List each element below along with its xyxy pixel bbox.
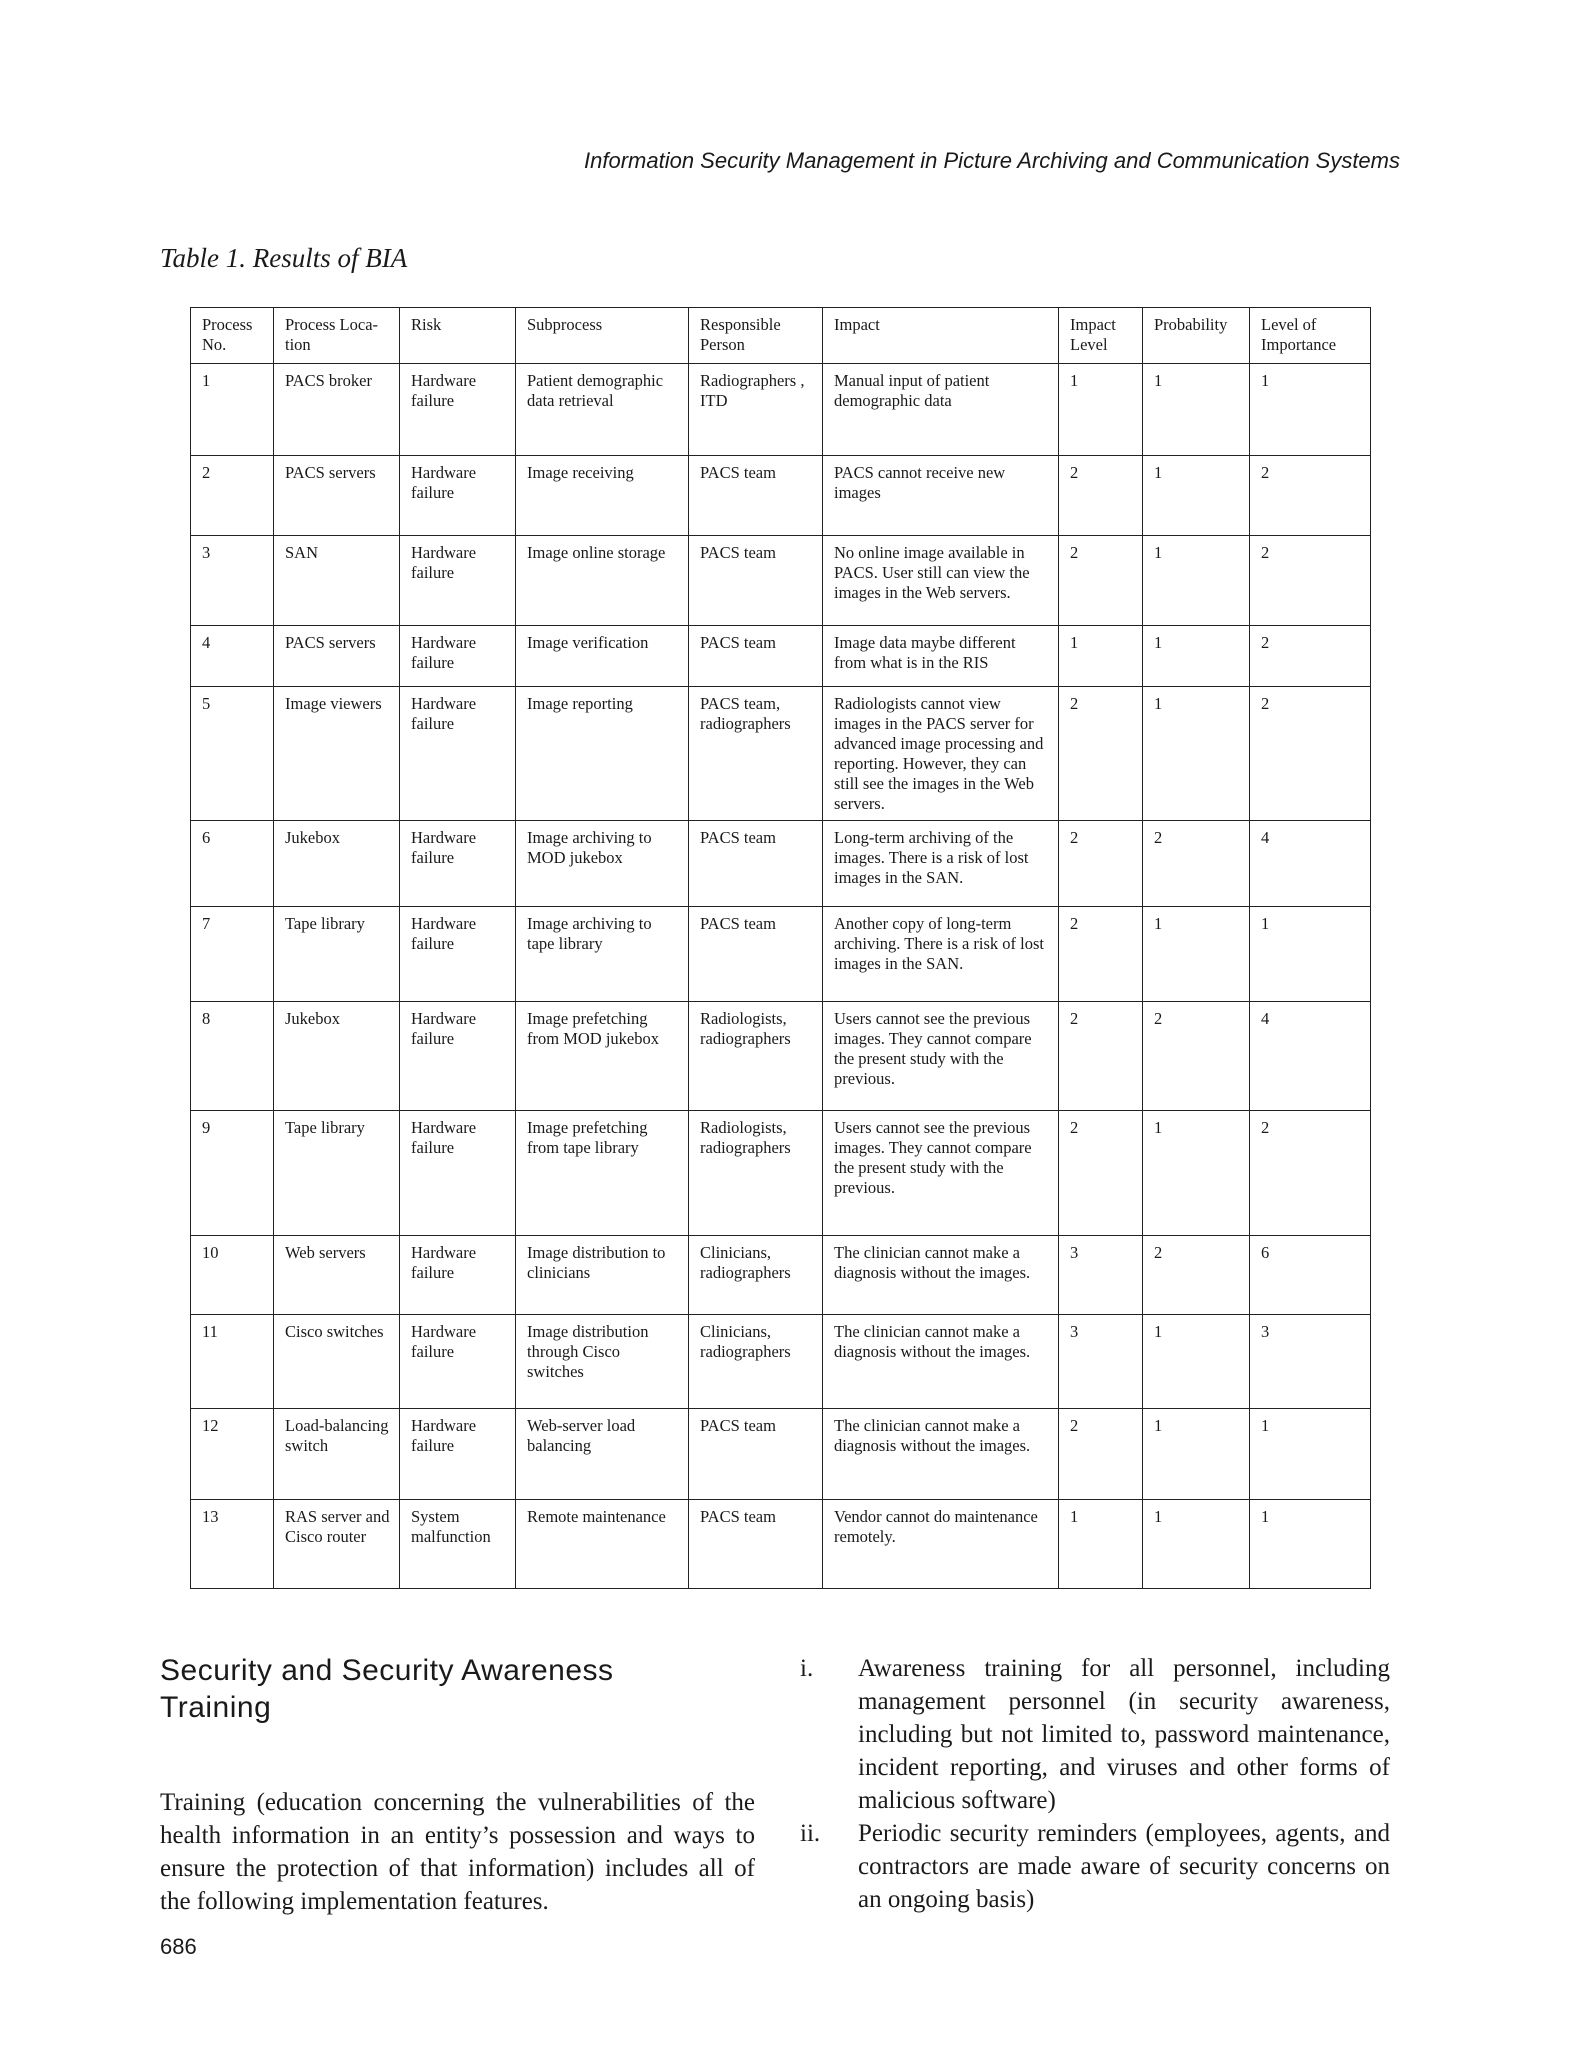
cell-process-no: 5 [191, 687, 274, 821]
cell-subprocess: Image verification [516, 626, 689, 687]
header-probability: Probability [1143, 308, 1250, 364]
body-paragraph: Training (education concerning the vulnerabilities of the health information in an entity’s possession and ways to ensure the protection of that information) includes all of the following implementation features. [160, 1789, 755, 1915]
cell-responsible-person: PACS team [689, 626, 823, 687]
cell-impact-level: 2 [1059, 1111, 1143, 1236]
cell-process-no: 12 [191, 1409, 274, 1500]
cell-process-no: 13 [191, 1500, 274, 1589]
cell-responsible-person: PACS team [689, 456, 823, 536]
cell-probability: 1 [1143, 456, 1250, 536]
cell-impact-level: 2 [1059, 821, 1143, 907]
cell-probability: 2 [1143, 821, 1250, 907]
header-level-of-importance: Level of Importance [1250, 308, 1371, 364]
cell-process-no: 6 [191, 821, 274, 907]
cell-impact: Image data maybe different from what is in the RIS [823, 626, 1059, 687]
table-row [191, 456, 1371, 536]
table-row [191, 1500, 1371, 1589]
cell-impact-level: 3 [1059, 1315, 1143, 1409]
cell-probability: 1 [1143, 907, 1250, 1002]
cell-probability: 1 [1143, 626, 1250, 687]
table-row [191, 1409, 1371, 1500]
cell-level-of-importance: 2 [1250, 626, 1371, 687]
running-head: Information Security Management in Picture Archiving and Communication Systems [584, 148, 1400, 173]
cell-risk: Hardware failure [400, 821, 516, 907]
cell-impact-level: 2 [1059, 907, 1143, 1002]
cell-responsible-person: Radiologists, radiographers [689, 1002, 823, 1111]
cell-impact: The clinician cannot make a diagnosis without the images. [823, 1409, 1059, 1500]
table-row [191, 1236, 1371, 1315]
cell-impact: Another copy of long-term archiving. There is a risk of lost images in the SAN. [823, 907, 1059, 1002]
cell-level-of-importance: 6 [1250, 1236, 1371, 1315]
cell-responsible-person: Clinicians, radiographers [689, 1236, 823, 1315]
cell-risk: Hardware failure [400, 626, 516, 687]
cell-level-of-importance: 4 [1250, 821, 1371, 907]
cell-process-location: Cisco switches [274, 1315, 400, 1409]
cell-process-no: 4 [191, 626, 274, 687]
cell-level-of-importance: 4 [1250, 1002, 1371, 1111]
cell-process-no: 1 [191, 364, 274, 456]
cell-risk: Hardware failure [400, 456, 516, 536]
cell-risk: Hardware failure [400, 687, 516, 821]
table-row [191, 1111, 1371, 1236]
cell-risk: Hardware failure [400, 1409, 516, 1500]
cell-process-location: RAS server and Cisco router [274, 1500, 400, 1589]
header-subprocess: Subprocess [516, 308, 689, 364]
cell-risk: Hardware failure [400, 907, 516, 1002]
cell-impact-level: 2 [1059, 687, 1143, 821]
table-row [191, 536, 1371, 626]
cell-probability: 2 [1143, 1236, 1250, 1315]
header-process-location: Process Loca- tion [274, 308, 400, 364]
cell-process-location: Web servers [274, 1236, 400, 1315]
cell-risk: Hardware failure [400, 536, 516, 626]
cell-level-of-importance: 3 [1250, 1315, 1371, 1409]
list-item [790, 1817, 1390, 1916]
cell-responsible-person: Radiographers , ITD [689, 364, 823, 456]
cell-process-location: PACS servers [274, 626, 400, 687]
table-row [191, 1315, 1371, 1409]
table-row [191, 821, 1371, 907]
cell-impact: Long-term archiving of the images. There is a risk of lost images in the SAN. [823, 821, 1059, 907]
cell-process-location: PACS servers [274, 456, 400, 536]
cell-responsible-person: PACS team [689, 821, 823, 907]
cell-probability: 1 [1143, 1315, 1250, 1409]
cell-responsible-person: PACS team, radiographers [689, 687, 823, 821]
table-row [191, 907, 1371, 1002]
cell-risk: System malfunction [400, 1500, 516, 1589]
cell-level-of-importance: 1 [1250, 1409, 1371, 1500]
cell-process-no: 10 [191, 1236, 274, 1315]
table-row [191, 687, 1371, 821]
cell-probability: 1 [1143, 1500, 1250, 1589]
table-row [191, 364, 1371, 456]
header-impact: Impact [823, 308, 1059, 364]
header-impact-level: Impact Level [1059, 308, 1143, 364]
list-item [790, 1652, 1390, 1817]
cell-probability: 1 [1143, 1111, 1250, 1236]
cell-impact-level: 1 [1059, 626, 1143, 687]
cell-process-no: 9 [191, 1111, 274, 1236]
cell-subprocess: Patient demographic data retrieval [516, 364, 689, 456]
cell-impact: Vendor cannot do maintenance remotely. [823, 1500, 1059, 1589]
cell-subprocess: Web-server load balancing [516, 1409, 689, 1500]
cell-impact-level: 3 [1059, 1236, 1143, 1315]
cell-impact-level: 1 [1059, 364, 1143, 456]
cell-impact-level: 2 [1059, 536, 1143, 626]
cell-responsible-person: PACS team [689, 1409, 823, 1500]
cell-impact: PACS cannot receive new images [823, 456, 1059, 536]
cell-process-no: 3 [191, 536, 274, 626]
cell-subprocess: Image prefetching from MOD jukebox [516, 1002, 689, 1111]
list-item-text: Periodic security reminders (employees, agents, and contractors are made aware of security concerns on an ongoing basis) [858, 1820, 1390, 1913]
cell-process-no: 7 [191, 907, 274, 1002]
cell-subprocess: Image online storage [516, 536, 689, 626]
cell-probability: 1 [1143, 364, 1250, 456]
cell-level-of-importance: 1 [1250, 1500, 1371, 1589]
cell-impact-level: 2 [1059, 1409, 1143, 1500]
list-item-text: Awareness training for all personnel, including management personnel (in security awareness, including but not limited to, password maintenance, incident reporting, and viruses and other forms of malicious software) [858, 1655, 1390, 1814]
cell-probability: 1 [1143, 687, 1250, 821]
cell-impact: No online image available in PACS. User still can view the images in the Web servers. [823, 536, 1059, 626]
implementation-features-list [790, 1652, 1390, 1916]
cell-level-of-importance: 2 [1250, 456, 1371, 536]
table-row [191, 626, 1371, 687]
cell-process-no: 8 [191, 1002, 274, 1111]
cell-level-of-importance: 1 [1250, 364, 1371, 456]
cell-process-no: 2 [191, 456, 274, 536]
cell-responsible-person: Radiologists, radiographers [689, 1111, 823, 1236]
cell-impact: Radiologists cannot view images in the PACS server for advanced image processing and reporting. However, they can still see the images in the Web servers. [823, 687, 1059, 821]
cell-process-location: Jukebox [274, 1002, 400, 1111]
cell-subprocess: Remote maintenance [516, 1500, 689, 1589]
cell-risk: Hardware failure [400, 364, 516, 456]
cell-responsible-person: Clinicians, radiographers [689, 1315, 823, 1409]
table-caption: Table 1. Results of BIA [160, 243, 408, 273]
cell-impact: Users cannot see the previous images. They cannot compare the present study with the previous. [823, 1111, 1059, 1236]
cell-subprocess: Image receiving [516, 456, 689, 536]
cell-process-location: Image viewers [274, 687, 400, 821]
cell-probability: 1 [1143, 536, 1250, 626]
cell-impact-level: 2 [1059, 1002, 1143, 1111]
cell-probability: 1 [1143, 1409, 1250, 1500]
cell-process-location: SAN [274, 536, 400, 626]
cell-risk: Hardware failure [400, 1111, 516, 1236]
cell-subprocess: Image prefetching from tape library [516, 1111, 689, 1236]
cell-impact: The clinician cannot make a diagnosis without the images. [823, 1236, 1059, 1315]
section-heading: Security and Security Awareness Training [160, 1654, 614, 1724]
cell-level-of-importance: 2 [1250, 536, 1371, 626]
cell-risk: Hardware failure [400, 1315, 516, 1409]
cell-level-of-importance: 2 [1250, 687, 1371, 821]
cell-process-location: Jukebox [274, 821, 400, 907]
cell-probability: 2 [1143, 1002, 1250, 1111]
cell-subprocess: Image distribution to clinicians [516, 1236, 689, 1315]
page-number: 686 [160, 1934, 197, 1959]
cell-process-location: Load-balancing switch [274, 1409, 400, 1500]
header-risk: Risk [400, 308, 516, 364]
cell-risk: Hardware failure [400, 1002, 516, 1111]
cell-subprocess: Image reporting [516, 687, 689, 821]
bia-results-table [190, 307, 1371, 1589]
cell-responsible-person: PACS team [689, 536, 823, 626]
cell-process-location: Tape library [274, 1111, 400, 1236]
cell-level-of-importance: 2 [1250, 1111, 1371, 1236]
cell-subprocess: Image distribution through Cisco switches [516, 1315, 689, 1409]
cell-subprocess: Image archiving to MOD jukebox [516, 821, 689, 907]
cell-process-no: 11 [191, 1315, 274, 1409]
cell-risk: Hardware failure [400, 1236, 516, 1315]
cell-impact-level: 2 [1059, 456, 1143, 536]
cell-responsible-person: PACS team [689, 907, 823, 1002]
cell-responsible-person: PACS team [689, 1500, 823, 1589]
cell-impact: Users cannot see the previous images. They cannot compare the present study with the previous. [823, 1002, 1059, 1111]
table-header-row [191, 308, 1371, 364]
header-responsible-person: Responsible Person [689, 308, 823, 364]
table-row [191, 1002, 1371, 1111]
list-marker: ii. [800, 1820, 821, 1847]
cell-level-of-importance: 1 [1250, 907, 1371, 1002]
list-marker: i. [800, 1655, 814, 1682]
cell-process-location: Tape library [274, 907, 400, 1002]
cell-impact-level: 1 [1059, 1500, 1143, 1589]
cell-subprocess: Image archiving to tape library [516, 907, 689, 1002]
header-process-no: Process No. [191, 308, 274, 364]
cell-impact: The clinician cannot make a diagnosis without the images. [823, 1315, 1059, 1409]
cell-process-location: PACS broker [274, 364, 400, 456]
cell-impact: Manual input of patient demographic data [823, 364, 1059, 456]
